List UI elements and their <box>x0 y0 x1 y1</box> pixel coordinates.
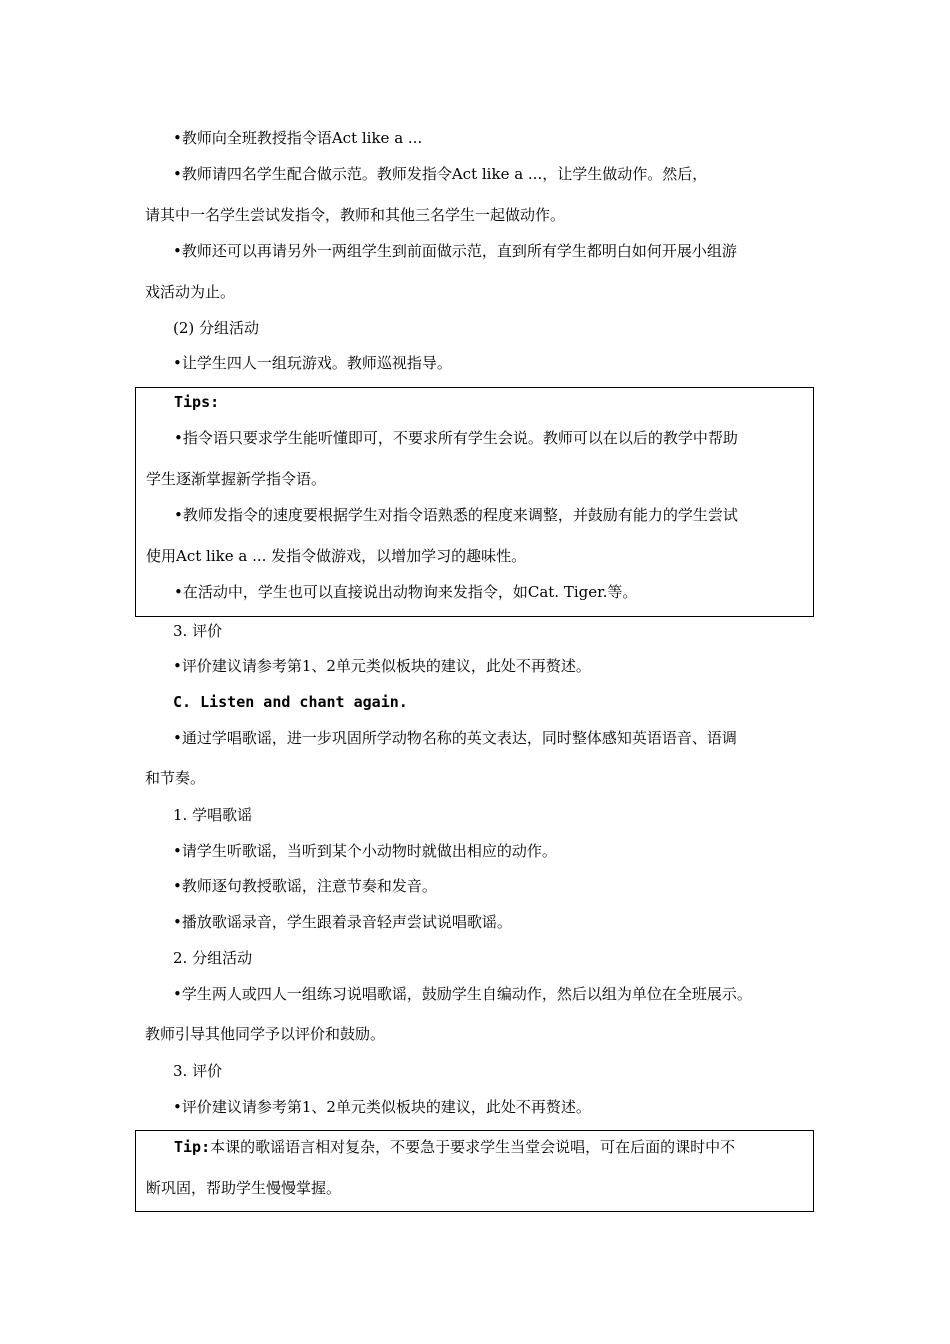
section-heading: 1. 学唱歌谣 <box>173 806 253 824</box>
paragraph: •评价建议请参考第1、2单元类似板块的建议，此处不再赘述。 <box>173 1098 591 1116</box>
section-heading: 2. 分组活动 <box>173 949 253 967</box>
section-heading: 3. 评价 <box>173 1062 223 1080</box>
section-heading: 3. 评价 <box>173 622 223 640</box>
tips-title: Tips: <box>174 393 220 411</box>
tip-text: 本课的歌谣语言相对复杂，不要急于要求学生当堂会说唱，可在后面的课时中不 <box>210 1138 736 1156</box>
paragraph: •教师逐句教授歌谣，注意节奏和发音。 <box>173 877 437 895</box>
paragraph: •播放歌谣录音，学生跟着录音轻声尝试说唱歌谣。 <box>173 913 512 931</box>
tip-box <box>135 1130 814 1212</box>
paragraph: 请其中一名学生尝试发指令，教师和其他三名学生一起做动作。 <box>145 206 566 224</box>
paragraph: 和节奏。 <box>145 769 206 787</box>
tip-label: Tip: <box>174 1138 211 1156</box>
tip-item: 使用Act like a ... 发指令做游戏，以增加学习的趣味性。 <box>146 547 527 565</box>
tips-box <box>135 387 814 617</box>
paragraph: •教师请四名学生配合做示范。教师发指令Act like a ...，让学生做动作。然后， <box>173 165 708 183</box>
paragraph: •评价建议请参考第1、2单元类似板块的建议，此处不再赘述。 <box>173 657 591 675</box>
tip-item: 学生逐渐掌握新学指令语。 <box>146 470 327 488</box>
tip-item: •教师发指令的速度要根据学生对指令语熟悉的程度来调整，并鼓励有能力的学生尝试 <box>174 506 738 524</box>
paragraph: •请学生听歌谣，当听到某个小动物时就做出相应的动作。 <box>173 842 557 860</box>
paragraph: 教师引导其他同学予以评价和鼓励。 <box>145 1025 386 1043</box>
section-title: C. Listen and chant again. <box>173 693 408 711</box>
paragraph: •让学生四人一组玩游戏。教师巡视指导。 <box>173 354 452 372</box>
paragraph: •学生两人或四人一组练习说唱歌谣，鼓励学生自编动作，然后以组为单位在全班展示。 <box>173 985 752 1003</box>
paragraph: •教师还可以再请另外一两组学生到前面做示范，直到所有学生都明白如何开展小组游 <box>173 242 737 260</box>
section-heading: (2) 分组活动 <box>173 319 260 337</box>
paragraph: 戏活动为止。 <box>145 283 236 301</box>
tip-item: •在活动中，学生也可以直接说出动物询来发指令，如Cat. Tiger.等。 <box>174 583 638 601</box>
tip-line <box>174 1137 735 1157</box>
tip-text: 断巩固，帮助学生慢慢掌握。 <box>146 1179 342 1197</box>
tip-item: •指令语只要求学生能听懂即可，不要求所有学生会说。教师可以在以后的教学中帮助 <box>174 429 738 447</box>
paragraph: •教师向全班教授指令语Act like a ... <box>173 129 423 147</box>
paragraph: •通过学唱歌谣，进一步巩固所学动物名称的英文表达，同时整体感知英语语音、语调 <box>173 729 737 747</box>
